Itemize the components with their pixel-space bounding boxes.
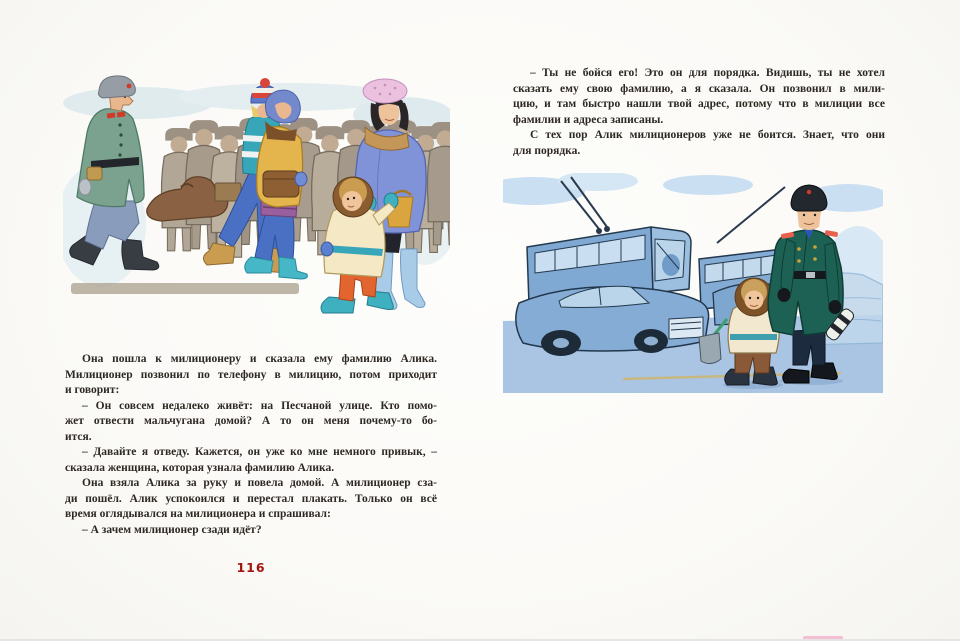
text-line: Она взяла Алика за руку и повела домой. А милиционер сза- [82, 477, 437, 490]
left-text-block [65, 352, 437, 539]
text-line: сказать ему свою фамилию, а я сказала. Он позвонил в мили- [513, 82, 885, 95]
text-line: сказала женщина, которая узнала фамилию Алика. [65, 461, 335, 474]
text-line: ится. [65, 430, 92, 443]
text-line: время оглядывался на милиционера и спрашивал: [65, 508, 331, 521]
text-line: Милиционер позвонил по телефону в милицию, потом приходит [65, 368, 437, 381]
text-line: для порядка. [513, 144, 581, 157]
text-line: жет отвести мальчугана домой? А то он меня почему-то бо- [65, 415, 437, 428]
pink-page-edge-strip [803, 636, 843, 641]
right-text-block [513, 66, 885, 159]
text-line: С тех пор Алик милиционеров уже не боится. Знает, что они [530, 129, 885, 142]
car-foreground [516, 286, 709, 356]
left-illustration [63, 75, 450, 318]
text-line: цию, и там быстро нашли твой адрес, потому что в милиции все [513, 98, 885, 111]
text-line: Она пошла к милиционеру и сказала ему фамилию Алика. [82, 353, 437, 365]
text-line: и говорит: [65, 384, 120, 397]
text-line: – Он совсем недалеко живёт: на Песчаной улице. Кто помо- [82, 399, 437, 412]
text-line: – Давайте я отведу. Кажется, он уже ко мне немного привык, – [82, 446, 437, 459]
text-line: ди пошёл. Алик успокоился и перестал плакать. Только он всё [65, 492, 437, 505]
right-illustration [503, 173, 883, 393]
ground-strip [71, 283, 299, 294]
page-number: 116 [236, 560, 266, 575]
text-line: фамилии и адреса записаны. [513, 113, 664, 126]
text-line: – А зачем милиционер сзади идёт? [82, 524, 262, 537]
text-line: – Ты не бойся его! Это он для порядка. Видишь, ты не хотел [530, 67, 885, 79]
